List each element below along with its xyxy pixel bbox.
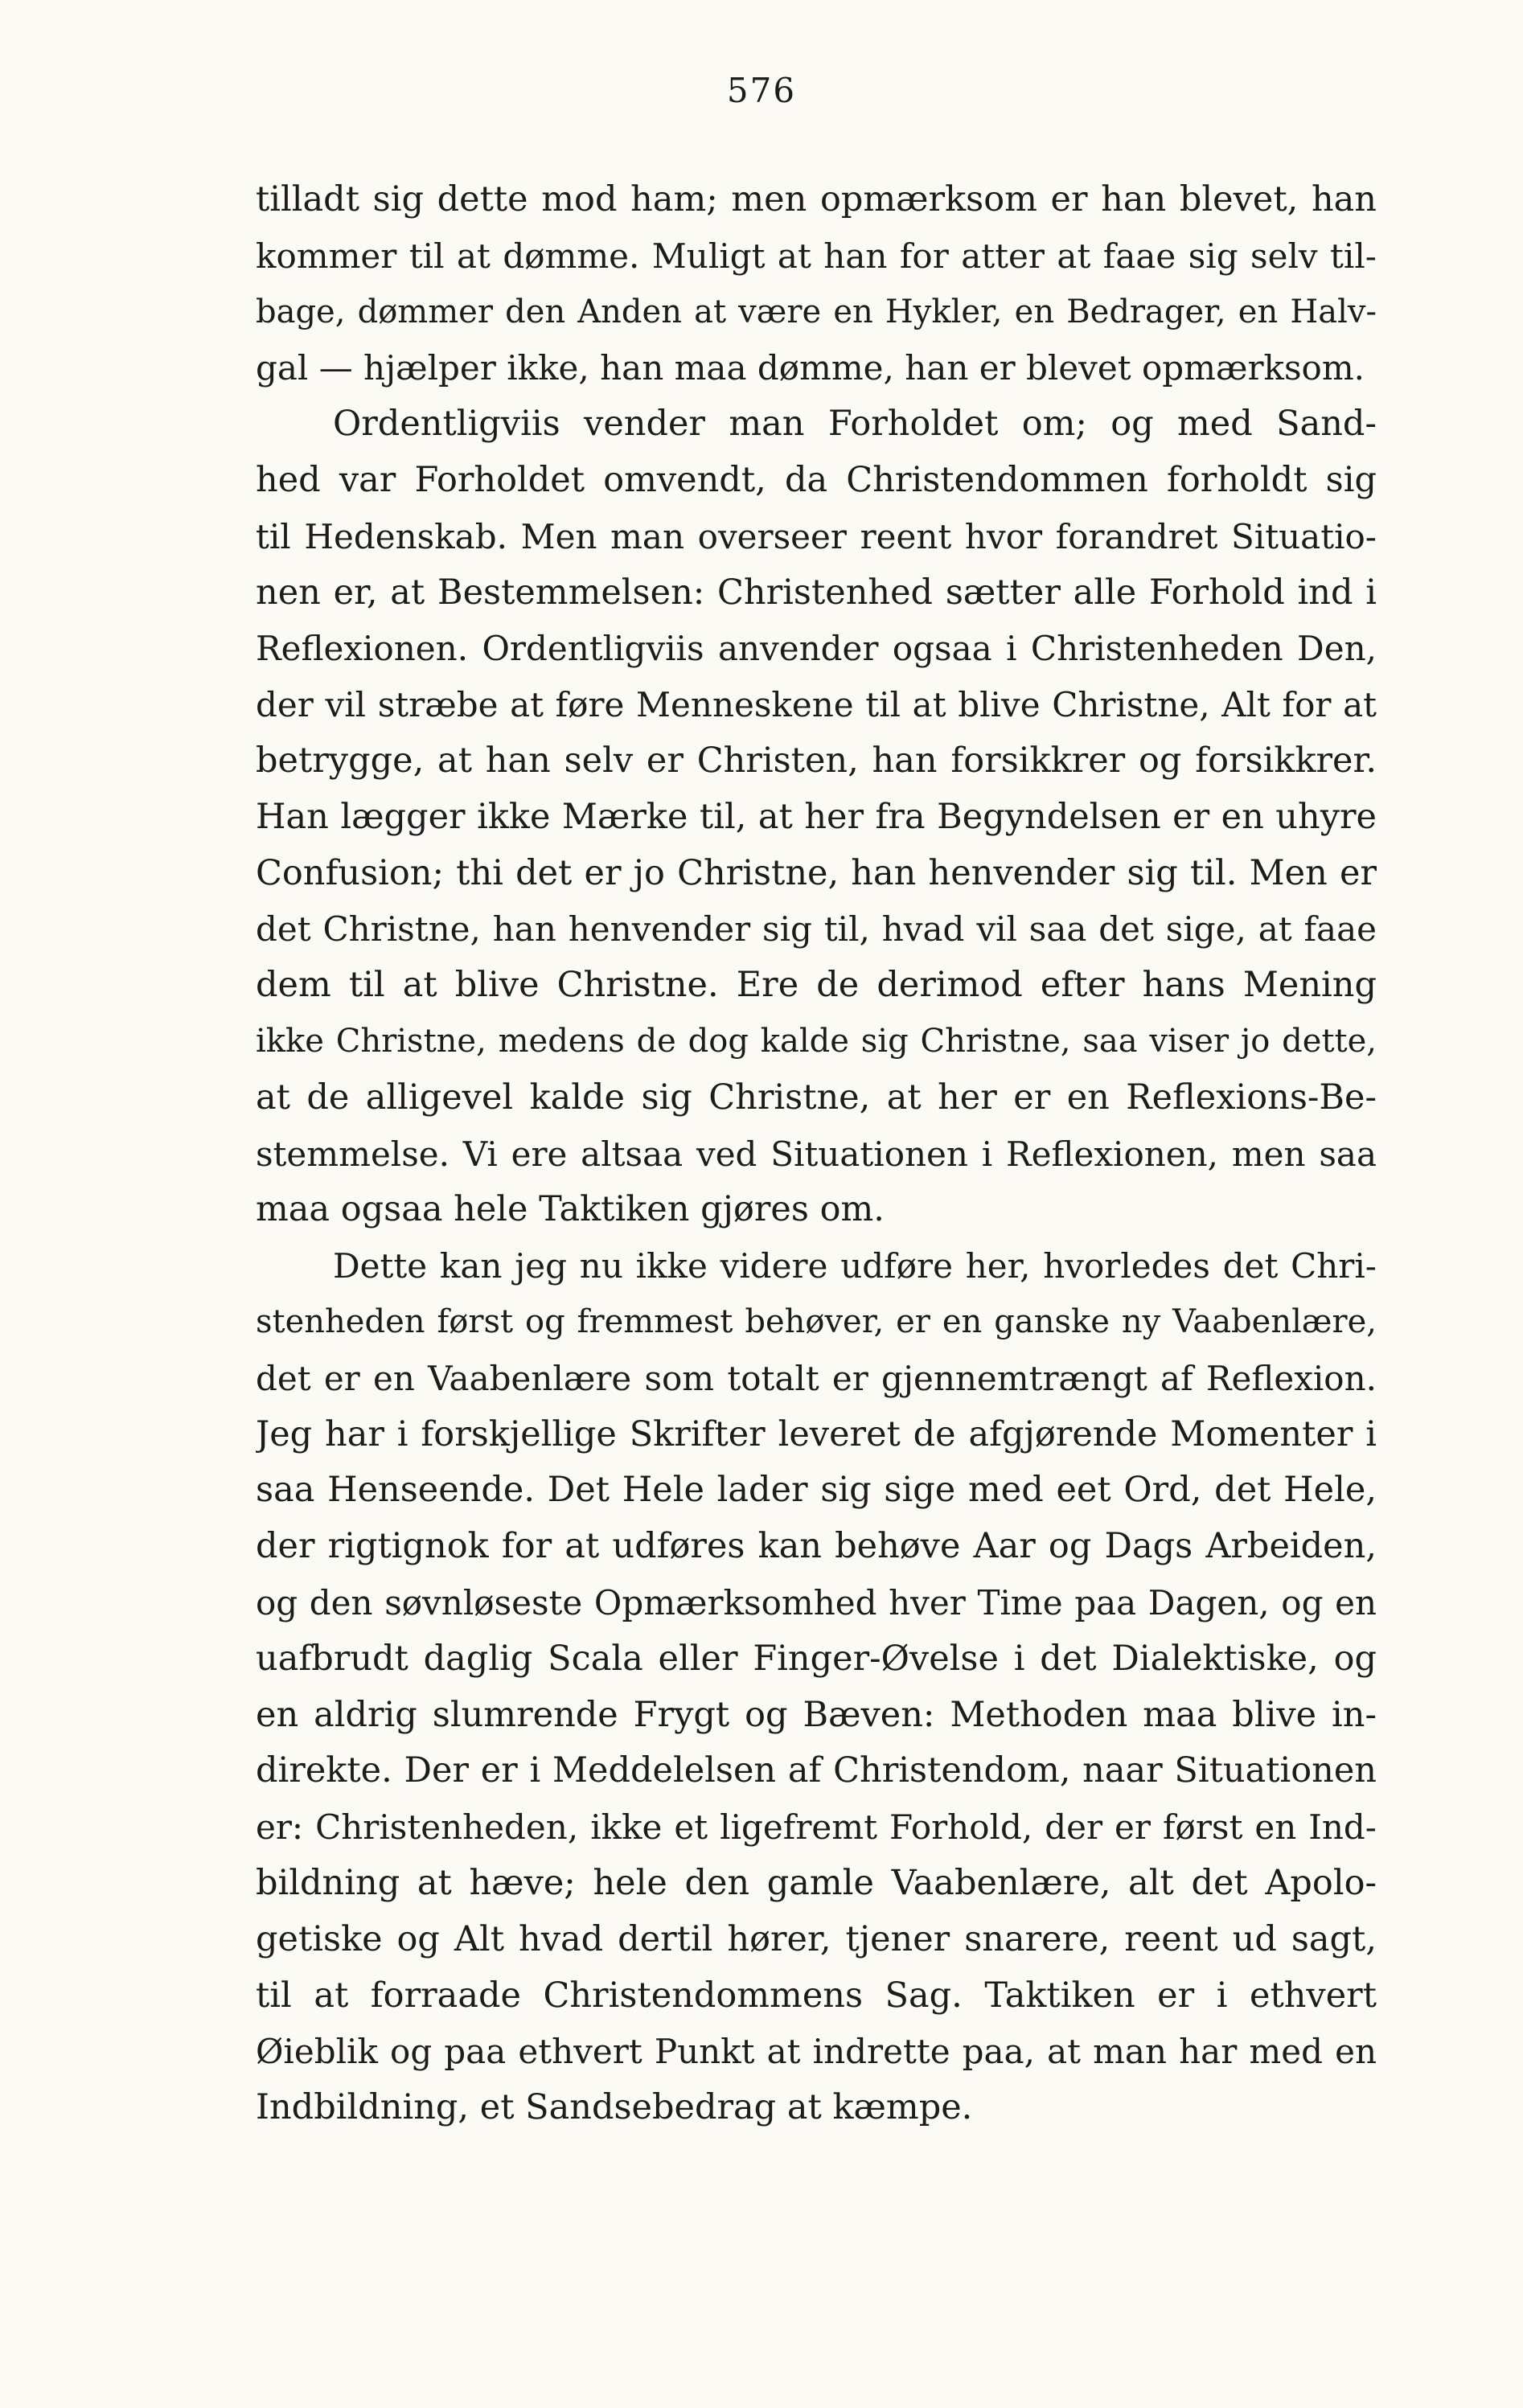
text-line: ikke Christne, medens de dog kalde sig Christne, saa viser jo dette, (256, 1022, 1377, 1060)
text-line: en aldrig slumrende Frygt og Bæven: Methoden maa blive in- (256, 1694, 1377, 1735)
text-line: det er en Vaabenlære som totalt er gjennemtrængt af Reflexion. (256, 1358, 1377, 1398)
text-line: Indbildning, et Sandsebedrag at kæmpe. (256, 2087, 973, 2128)
text-line: getiske og Alt hvad dertil hører, tjener snarere, reent ud sagt, (256, 1918, 1377, 1959)
text-line: Jeg har i forskjellige Skrifter leveret de afgjørende Momenter i (256, 1413, 1377, 1454)
text-line: betrygge, at han selv er Christen, han forsikkrer og forsikkrer. (256, 740, 1377, 781)
text-line: er: Christenheden, ikke et ligefremt Forhold, der er først en Ind- (256, 1807, 1377, 1848)
text-line: nen er, at Bestemmelsen: Christenhed sætter alle Forhold ind i (256, 572, 1377, 613)
text-line: det Christne, han henvender sig til, hvad vil saa det sige, at faae (256, 909, 1377, 950)
text-line: maa ogsaa hele Taktiken gjøres om. (256, 1189, 885, 1230)
text-line: saa Henseende. Det Hele lader sig sige med eet Ord, det Hele, (256, 1470, 1377, 1511)
text-line: og den søvnløseste Opmærksomhed hver Time paa Dagen, og en (256, 1582, 1377, 1622)
text-line: at de alligevel kalde sig Christne, at her er en Reflexions-Be- (256, 1077, 1377, 1118)
text-line: dem til at blive Christne. Ere de derimod efter hans Mening (256, 965, 1377, 1006)
text-line: hed var Forholdet omvendt, da Christendommen forholdt sig (256, 459, 1377, 500)
body-text (256, 172, 1377, 2136)
text-line: til Hedenskab. Men man overseer reent hvor forandret Situatio- (256, 516, 1377, 556)
text-line: der rigtignok for at udføres kan behøve Aar og Dags Arbeiden, (256, 1526, 1377, 1567)
text-line: bage, dømmer den Anden at være en Hykler, en Bedrager, en Halv- (256, 293, 1377, 330)
paragraph-first-line: Ordentligviis vender man Forholdet om; og med Sand- (333, 404, 1377, 445)
text-line: Han lægger ikke Mærke til, at her fra Begyndelsen er en uhyre (256, 796, 1377, 837)
text-line: bildning at hæve; hele den gamle Vaabenlære, alt det Apolo- (256, 1862, 1377, 1903)
text-line: stenheden først og fremmest behøver, er en ganske ny Vaabenlære, (256, 1302, 1377, 1340)
text-line: kommer til at dømme. Muligt at han for atter at faae sig selv til- (256, 236, 1377, 276)
text-line: stemmelse. Vi ere altsaa ved Situationen i Reflexionen, men saa (256, 1134, 1377, 1174)
text-line: Reflexionen. Ordentligviis anvender ogsaa i Christenheden Den, (256, 629, 1377, 669)
text-line: tilladt sig dette mod ham; men opmærksom er han blevet, han (256, 179, 1377, 219)
text-line: Confusion; thi det er jo Christne, han henvender sig til. Men er (256, 852, 1377, 893)
paragraph-first-line: Dette kan jeg nu ikke videre udføre her, hvorledes det Chri- (333, 1246, 1377, 1286)
text-line: Øieblik og paa ethvert Punkt at indrette paa, at man har med en (256, 2032, 1377, 2072)
page-number: 576 (726, 71, 797, 110)
text-line: til at forraade Christendommens Sag. Taktiken er i ethvert (256, 1975, 1377, 2016)
text-line: direkte. Der er i Meddelelsen af Christendom, naar Situationen (256, 1750, 1377, 1791)
text-line: gal — hjælper ikke, han maa dømme, han er blevet opmærksom. (256, 348, 1365, 388)
text-line: uafbrudt daglig Scala eller Finger-Øvelse i det Dialektiske, og (256, 1638, 1377, 1679)
text-line: der vil stræbe at føre Menneskene til at blive Christne, Alt for at (256, 685, 1377, 725)
